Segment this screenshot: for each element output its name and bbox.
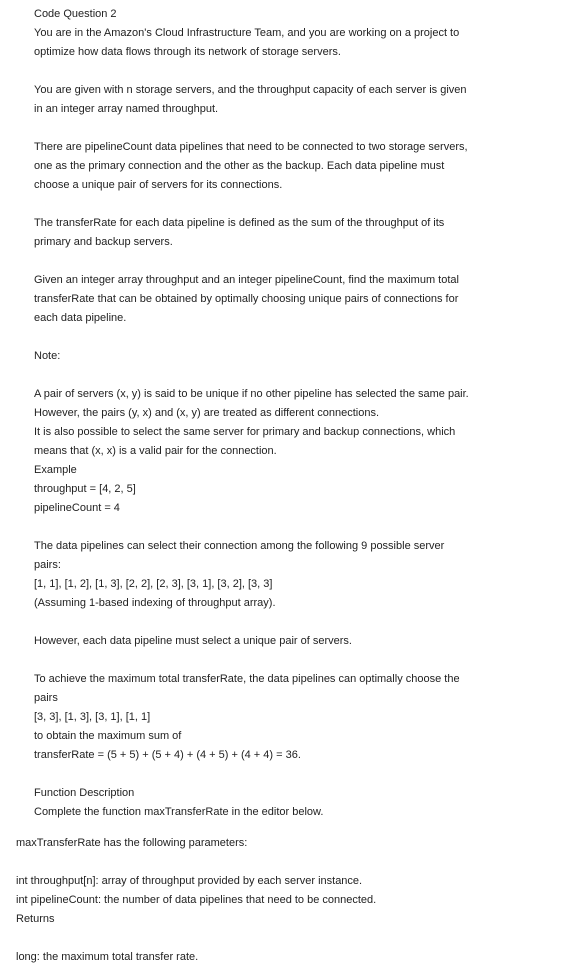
example-line: However, each data pipeline must select a unique pair of servers. <box>34 635 352 647</box>
paragraph-line: each data pipeline. <box>34 312 127 324</box>
note-line: However, the pairs (y, x) and (x, y) are treated as different connections. <box>34 407 380 419</box>
paragraph-line: The transferRate for each data pipeline is defined as the sum of the throughput of its <box>34 217 445 229</box>
function-description-line: Complete the function maxTransferRate in the editor below. <box>34 806 324 818</box>
note-line: It is also possible to select the same server for primary and backup connections, which <box>34 426 456 438</box>
example-line: throughput = [4, 2, 5] <box>34 483 136 495</box>
example-line: [1, 1], [1, 2], [1, 3], [2, 2], [2, 3], [3, 1], [3, 2], [3, 3] <box>34 578 273 590</box>
parameter-line: int pipelineCount: the number of data pipelines that need to be connected. <box>16 894 377 906</box>
paragraph-line: in an integer array named throughput. <box>34 103 219 115</box>
note-line: means that (x, x) is a valid pair for the connection. <box>34 445 277 457</box>
intro-line: optimize how data flows through its network of storage servers. <box>34 46 341 58</box>
returns-line: long: the maximum total transfer rate. <box>16 951 199 963</box>
note-heading: Note: <box>34 350 61 362</box>
paragraph-line: You are given with n storage servers, and the throughput capacity of each server is given <box>34 84 467 96</box>
returns-heading: Returns <box>16 913 55 925</box>
example-line: to obtain the maximum sum of <box>34 730 182 742</box>
paragraph-line: transferRate that can be obtained by optimally choosing unique pairs of connections for <box>34 293 459 305</box>
paragraph-line: Given an integer array throughput and an integer pipelineCount, find the maximum total <box>34 274 459 286</box>
function-description-heading: Function Description <box>34 787 135 799</box>
question-title: Code Question 2 <box>34 8 117 20</box>
intro-line: You are in the Amazon's Cloud Infrastructure Team, and you are working on a project to <box>34 27 460 39</box>
paragraph-line: There are pipelineCount data pipelines that need to be connected to two storage servers, <box>34 141 468 153</box>
example-line: pipelineCount = 4 <box>34 502 120 514</box>
example-line: The data pipelines can select their connection among the following 9 possible server <box>34 540 445 552</box>
paragraph-line: primary and backup servers. <box>34 236 173 248</box>
example-heading: Example <box>34 464 77 476</box>
example-line: pairs <box>34 692 58 704</box>
example-line: transferRate = (5 + 5) + (5 + 4) + (4 + 5) + (4 + 4) = 36. <box>34 749 301 761</box>
example-line: [3, 3], [1, 3], [3, 1], [1, 1] <box>34 711 151 723</box>
example-line: (Assuming 1-based indexing of throughput array). <box>34 597 276 609</box>
parameters-heading: maxTransferRate has the following parameters: <box>16 837 248 849</box>
example-line: To achieve the maximum total transferRate, the data pipelines can optimally choose the <box>34 673 460 685</box>
note-line: A pair of servers (x, y) is said to be unique if no other pipeline has selected the same pair. <box>34 388 469 400</box>
example-line: pairs: <box>34 559 61 571</box>
parameter-line: int throughput[n]: array of throughput provided by each server instance. <box>16 875 363 887</box>
paragraph-line: choose a unique pair of servers for its connections. <box>34 179 283 191</box>
paragraph-line: one as the primary connection and the other as the backup. Each data pipeline must <box>34 160 445 172</box>
